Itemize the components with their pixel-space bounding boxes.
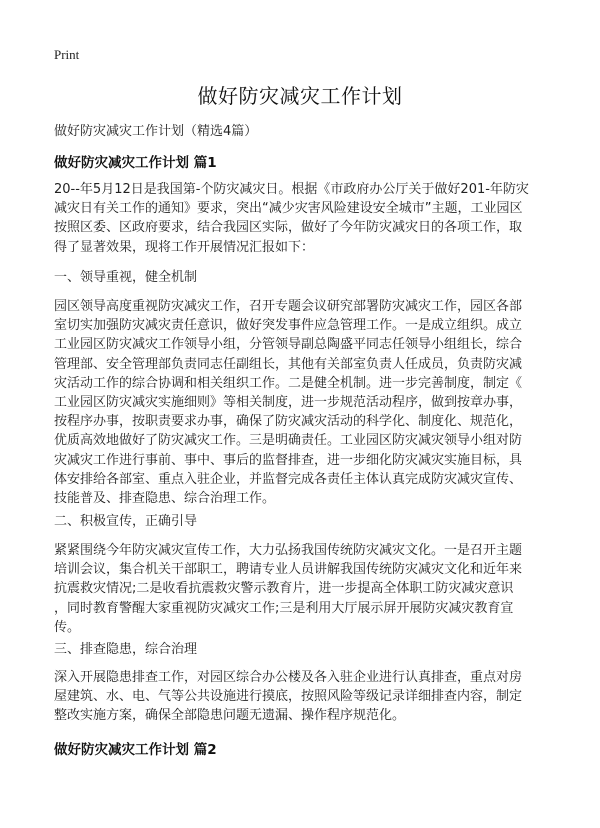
- section-heading-2: 做好防灾减灾工作计划 篇2: [54, 742, 217, 758]
- text-line: 灾减灾工作进行事前、事中、事后的监督排查，进一步细化防灾减灾实施目标，具: [54, 452, 523, 468]
- inspection-paragraph: [54, 668, 550, 726]
- text-line: 传。: [54, 619, 81, 635]
- subheading-3: 三、排查隐患，综合治理: [54, 642, 198, 657]
- text-line: 培训会议，集合机关干部职工，聘请专业人员讲解我国传统防灾减灾文化和近年来: [54, 562, 523, 578]
- publicity-paragraph: [54, 541, 550, 637]
- text-line: 管理部、安全管理部负责同志任副组长，其他有关部室负责人任成员，负责防灾减: [54, 356, 523, 372]
- text-line: 按程序办事，按职责要求办事，确保了防灾减灾活动的科学化、制度化、规范化，: [54, 414, 523, 430]
- text-line: ，同时教育警醒大家重视防灾减灾工作;三是利用大厅展示屏开展防灾减灾教育宣: [54, 600, 514, 616]
- text-line: 20--年5月12日是我国第-个防灾减灾日。根据《市政府办公厅关于做好201-年防灾: [54, 182, 529, 197]
- subheading-2: 二、积极宣传，正确引导: [54, 514, 198, 529]
- print-link[interactable]: Print: [54, 47, 80, 62]
- text-line: 抗震救灾情况;二是收看抗震救灾警示教育片，进一步提高全体职工防灾减灾意识: [54, 581, 514, 597]
- text-line: 室切实加强防灾减灾责任意识，做好突发事件应急管理工作。一是成立组织。成立: [54, 318, 523, 334]
- subheading-1: 一、领导重视，健全机制: [54, 270, 198, 285]
- intro-paragraph: [54, 180, 550, 257]
- leadership-paragraph: [54, 297, 550, 508]
- text-line: 按照区委、区政府要求，结合我园区实际，做好了今年防灾减灾日的各项工作，取: [54, 220, 523, 236]
- text-line: 园区领导高度重视防灾减灾工作，召开专题会议研究部署防灾减灾工作，园区各部: [54, 299, 523, 314]
- text-line: 整改实施方案，确保全部隐患问题无遗漏、操作程序规范化。: [54, 708, 406, 724]
- text-line: 紧紧围绕今年防灾减灾宣传工作，大力弘扬我国传统防灾减灾文化。一是召开主题: [54, 543, 523, 558]
- text-line: 深入开展隐患排查工作，对园区综合办公楼及各入驻企业进行认真排查，重点对房: [54, 670, 523, 685]
- text-line: 灾活动工作的综合协调和相关组织工作。二是健全机制。进一步完善制度，制定《: [54, 375, 523, 391]
- text-line: 屋建筑、水、电、气等公共设施进行摸底，按照风险等级记录详细排查内容，制定: [54, 689, 523, 705]
- text-line: 体安排给各部室、重点入驻企业，并监督完成各责任主体认真完成防灾减灾宣传、: [54, 471, 523, 487]
- document-title: 做好防灾减灾工作计划: [197, 84, 403, 108]
- text-line: 工业园区防灾减灾工作领导小组，分管领导副总陶盛平同志任领导小组组长，综合: [54, 337, 523, 353]
- text-line: 技能普及、排查隐患、综合治理工作。: [54, 491, 276, 507]
- text-line: 减灾日有关工作的通知》要求，突出“减少灾害风险建设安全城市”主题，工业园区: [54, 201, 523, 217]
- text-line: 优质高效地做好了防灾减灾工作。三是明确责任。工业园区防灾减灾领导小组对防: [54, 433, 523, 449]
- document-subtitle: 做好防灾减灾工作计划（精选4篇）: [54, 124, 258, 139]
- text-line: 得了显著效果，现将工作开展情况汇报如下：: [54, 239, 315, 255]
- text-line: 工业园区防灾减灾实施细则》等相关制度，进一步规范活动程序，做到按章办事，: [54, 395, 523, 411]
- section-heading-1: 做好防灾减灾工作计划 篇1: [54, 155, 217, 171]
